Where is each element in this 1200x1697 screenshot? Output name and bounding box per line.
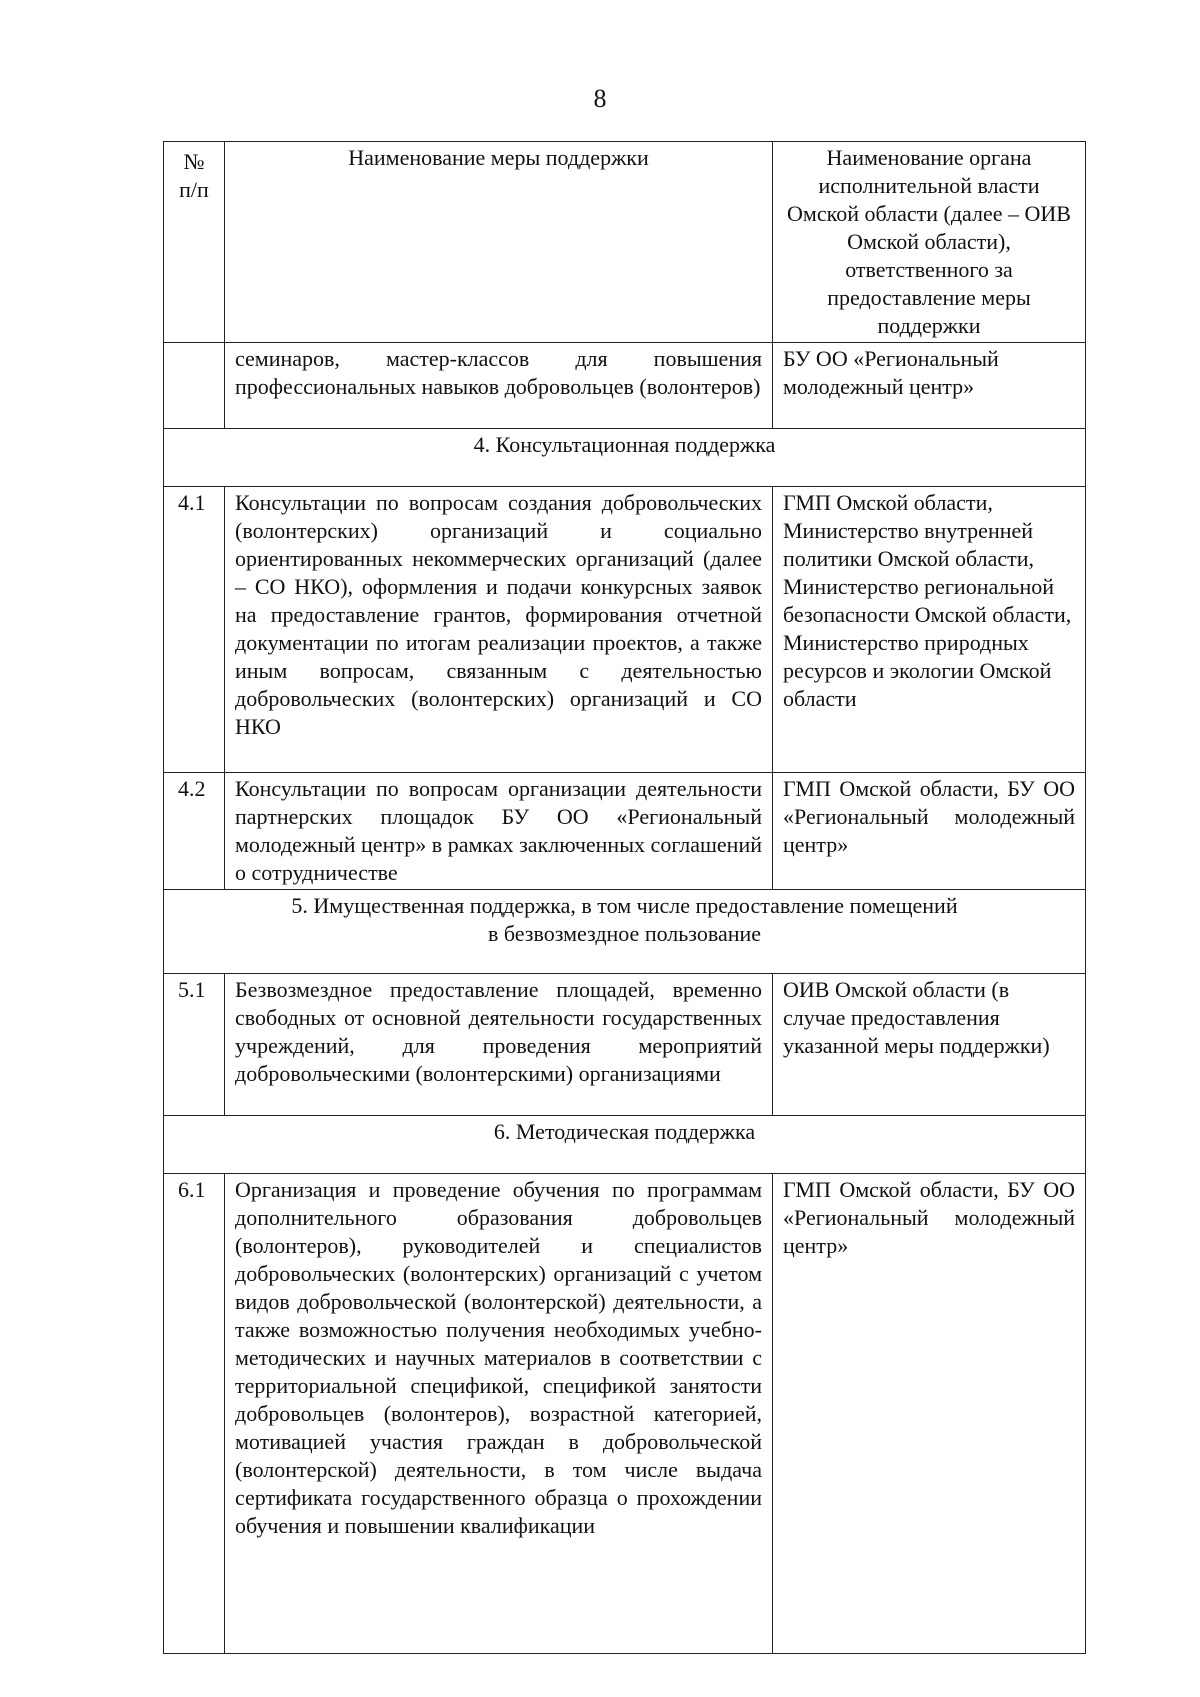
page-number: 8: [593, 84, 607, 113]
row-org: ГМП Омской области, Министерство внутренней политики Омской области, Министерство региональной безопасности Омской области, Министерство природных ресурсов и экологии Омской области: [773, 487, 1086, 773]
section-title: 4. Консультационная поддержка: [164, 429, 1086, 487]
section-title-line1: 5. Имущественная поддержка, в том числе предоставление помещений: [291, 893, 958, 918]
section-row: [164, 1116, 1086, 1174]
row-org: ГМП Омской области, БУ ОО «Региональный молодежный центр»: [773, 1174, 1086, 1654]
row-measure: Консультации по вопросам создания добровольческих (волонтерских) организаций и социально ориентированных некоммерческих организаций (далее – СО НКО), оформления и подачи конкурсных заявок на предоставление грантов, формирования отчетной документации по итогам реализации проектов, а также иным вопросам, связанным с деятельностью добровольческих (волонтерских) организаций и СО НКО: [225, 487, 773, 773]
table-row: [164, 343, 1086, 429]
row-measure: Консультации по вопросам организации деятельности партнерских площадок БУ ОО «Региональный молодежный центр» в рамках заключенных соглашений о сотрудничестве: [225, 773, 773, 890]
row-num: 5.1: [164, 974, 225, 1116]
row-measure: Организация и проведение обучения по программам дополнительного образования добровольцев (волонтеров), руководителей и специалистов добровольческих (волонтерских) организаций с учетом видов добровольческой (волонтерской) деятельности, а также возможностью получения необходимых учебно-методических и научных материалов в соответствии с территориальной спецификой, спецификой занятости добровольцев (волонтеров), возрастной категорией, мотивацией участия граждан в добровольческой (волонтерской) деятельности, в том числе выдача сертификата государственного образца о прохождении обучения и повышении квалификации: [225, 1174, 773, 1654]
row-measure: семинаров, мастер-классов для повышения профессиональных навыков добровольцев (волонтеров): [225, 343, 773, 429]
row-num: 4.2: [164, 773, 225, 890]
section-title-line2: в безвозмездное пользование: [487, 921, 762, 946]
table-row: [164, 1174, 1086, 1654]
table-row: [164, 773, 1086, 890]
table-row: [164, 487, 1086, 773]
row-num: [164, 343, 225, 429]
header-org: Наименование органа исполнительной власти Омской области (далее – ОИВ Омской области), ответственного за предоставление меры поддержки: [773, 142, 1086, 343]
support-measures-table: [163, 141, 1086, 1654]
row-org: ГМП Омской области, БУ ОО «Региональный молодежный центр»: [773, 773, 1086, 890]
header-num: № п/п: [164, 142, 225, 343]
table-header-row: [164, 142, 1086, 343]
row-org: ОИВ Омской области (в случае предоставления указанной меры поддержки): [773, 974, 1086, 1116]
section-title: [164, 890, 1086, 974]
row-org: БУ ОО «Региональный молодежный центр»: [773, 343, 1086, 429]
row-measure: Безвозмездное предоставление площадей, временно свободных от основной деятельности государственных учреждений, для проведения мероприятий добровольческими (волонтерскими) организациями: [225, 974, 773, 1116]
row-num: 6.1: [164, 1174, 225, 1654]
section-title: 6. Методическая поддержка: [164, 1116, 1086, 1174]
table-row: [164, 974, 1086, 1116]
header-name: Наименование меры поддержки: [225, 142, 773, 343]
section-row: [164, 890, 1086, 974]
row-num: 4.1: [164, 487, 225, 773]
section-row: [164, 429, 1086, 487]
